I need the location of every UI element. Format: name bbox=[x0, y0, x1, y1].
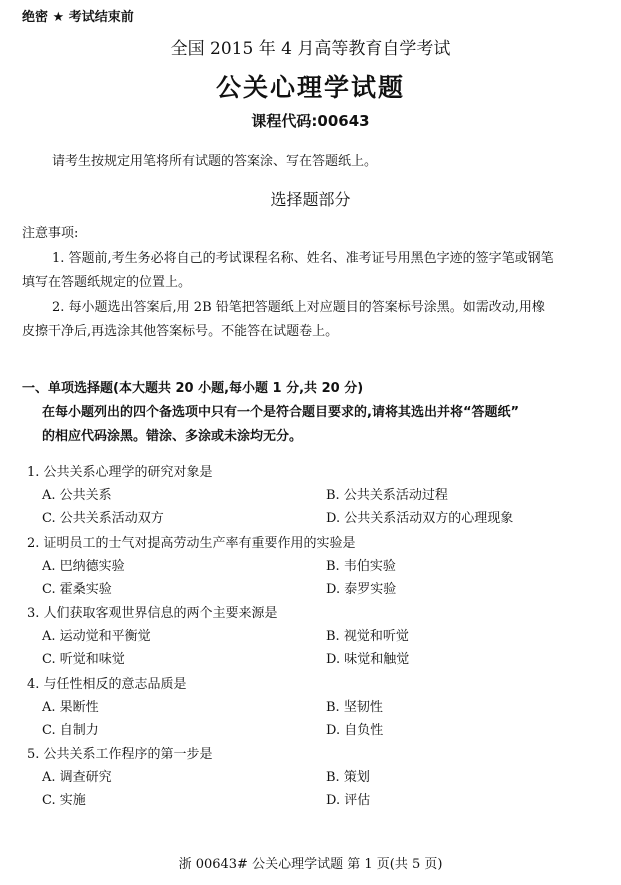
notes-heading: 注意事项: bbox=[22, 226, 79, 241]
note-line: 填写在答题纸规定的位置上。 bbox=[22, 275, 192, 290]
section-title: 选择题部分 bbox=[270, 190, 351, 209]
option-d: D. 味觉和触觉 bbox=[326, 652, 410, 667]
question-stem: 4. 与任性相反的意志品质是 bbox=[27, 677, 187, 692]
question-stem: 1. 公共关系心理学的研究对象是 bbox=[27, 465, 213, 480]
option-b: B. 视觉和听觉 bbox=[326, 629, 409, 644]
question-stem: 5. 公共关系工作程序的第一步是 bbox=[27, 747, 213, 762]
option-d: D. 泰罗实验 bbox=[326, 582, 397, 597]
option-c: C. 霍桑实验 bbox=[42, 582, 112, 597]
option-a: A. 公共关系 bbox=[42, 488, 112, 503]
option-a: A. 巴纳德实验 bbox=[42, 559, 125, 574]
note-line: 1. 答题前,考生务必将自己的考试课程名称、姓名、准考证号用黑色字迹的签字笔或钢笔 bbox=[52, 251, 554, 266]
part-one-instruction: 在每小题列出的四个备选项中只有一个是符合题目要求的,请将其选出并将“答题纸” bbox=[42, 405, 520, 420]
answer-instruction: 请考生按规定用笔将所有试题的答案涂、写在答题纸上。 bbox=[52, 154, 378, 169]
option-c: C. 自制力 bbox=[42, 723, 99, 738]
page-footer: 浙 00643# 公关心理学试题 第 1 页(共 5 页) bbox=[178, 857, 443, 872]
option-b: B. 韦伯实验 bbox=[326, 559, 396, 574]
option-b: B. 公共关系活动过程 bbox=[326, 488, 448, 503]
question-stem: 2. 证明员工的士气对提高劳动生产率有重要作用的实验是 bbox=[27, 536, 356, 551]
exam-title: 全国 2015 年 4 月高等教育自学考试 bbox=[170, 39, 451, 59]
option-b: B. 策划 bbox=[326, 770, 370, 785]
option-b: B. 坚韧性 bbox=[326, 700, 383, 715]
option-a: A. 调查研究 bbox=[42, 770, 112, 785]
note-line: 皮擦干净后,再选涂其他答案标号。不能答在试题卷上。 bbox=[22, 324, 339, 339]
course-code: 课程代码:00643 bbox=[251, 112, 370, 130]
option-c: C. 公共关系活动双方 bbox=[42, 511, 164, 526]
part-one-instruction: 的相应代码涂黑。错涂、多涂或未涂均无分。 bbox=[42, 429, 303, 444]
secret-mark: 绝密 ★ 考试结束前 bbox=[22, 10, 134, 25]
paper-title: 公关心理学试题 bbox=[215, 73, 405, 102]
option-c: C. 听觉和味觉 bbox=[42, 652, 125, 667]
option-d: D. 公共关系活动双方的心理现象 bbox=[326, 511, 514, 526]
note-line: 2. 每小题选出答案后,用 2B 铅笔把答题纸上对应题目的答案标号涂黑。如需改动,用橡 bbox=[52, 300, 545, 315]
part-one-heading: 一、单项选择题(本大题共 20 小题,每小题 1 分,共 20 分) bbox=[22, 381, 364, 396]
option-d: D. 自负性 bbox=[326, 723, 384, 738]
option-a: A. 运动觉和平衡觉 bbox=[42, 629, 151, 644]
question-stem: 3. 人们获取客观世界信息的两个主要来源是 bbox=[27, 606, 278, 621]
option-a: A. 果断性 bbox=[42, 700, 99, 715]
option-c: C. 实施 bbox=[42, 793, 86, 808]
option-d: D. 评估 bbox=[326, 793, 371, 808]
